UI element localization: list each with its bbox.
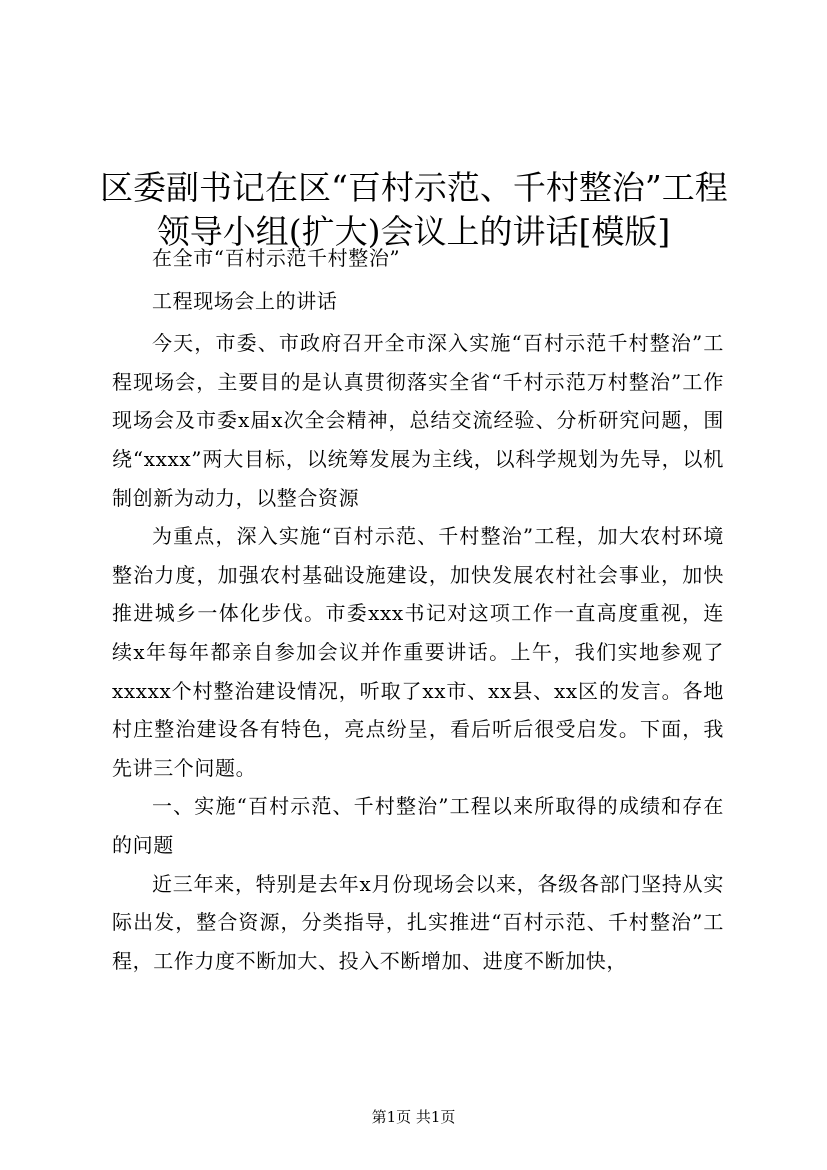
body-paragraph: 今天，市委、市政府召开全市深入实施“百村示范千村整治”工程现场会，主要目的是认真贯彻落实全省“千村示范万村整治”工作现场会及市委x届x次全会精神，总结交流经验、分析研究问题，围绕“xxxx”两大目标，以统筹发展为主线，以科学规划为先导，以机制创新为动力，以整合资源 [112,331,724,510]
title-line-2: 领导小组(扩大)会议上的讲话[模版] [156,212,671,252]
title-line-1: 区委副书记在区“百村示范、千村整治”工程 [100,168,728,208]
body-paragraph: 为重点，深入实施“百村示范、千村整治”工程，加大农村环境整治力度，加强农村基础设施建设，加快发展农村社会事业，加快推进城乡一体化步伐。市委xxx书记对这项工作一直高度重视，连续x年每年都亲自参加会议并作重要讲话。上午，我们实地参观了xxxxx个村整治建设情况，听取了xx市、xx县、xx区的发言。各地村庄整治建设各有特色，亮点纷呈，看后听后很受启发。下面，我先讲三个问题。 [112,524,724,780]
section-heading: 一、实施“百村示范、千村整治”工程以来所取得的成绩和存在的问题 [112,794,724,857]
document-body [112,239,724,980]
subtitle-line-1: 在全市“百村示范千村整治” [152,246,401,270]
subtitle-line-2: 工程现场会上的讲话 [152,288,338,313]
page-footer [0,1107,827,1127]
page-number: 第1页 共1页 [371,1108,456,1126]
body-paragraph: 近三年来，特别是去年x月份现场会以来，各级各部门坚持从实际出发，整合资源，分类指导，扎实推进“百村示范、千村整治”工程，工作力度不断加大、投入不断增加、进度不断加快， [112,871,724,973]
